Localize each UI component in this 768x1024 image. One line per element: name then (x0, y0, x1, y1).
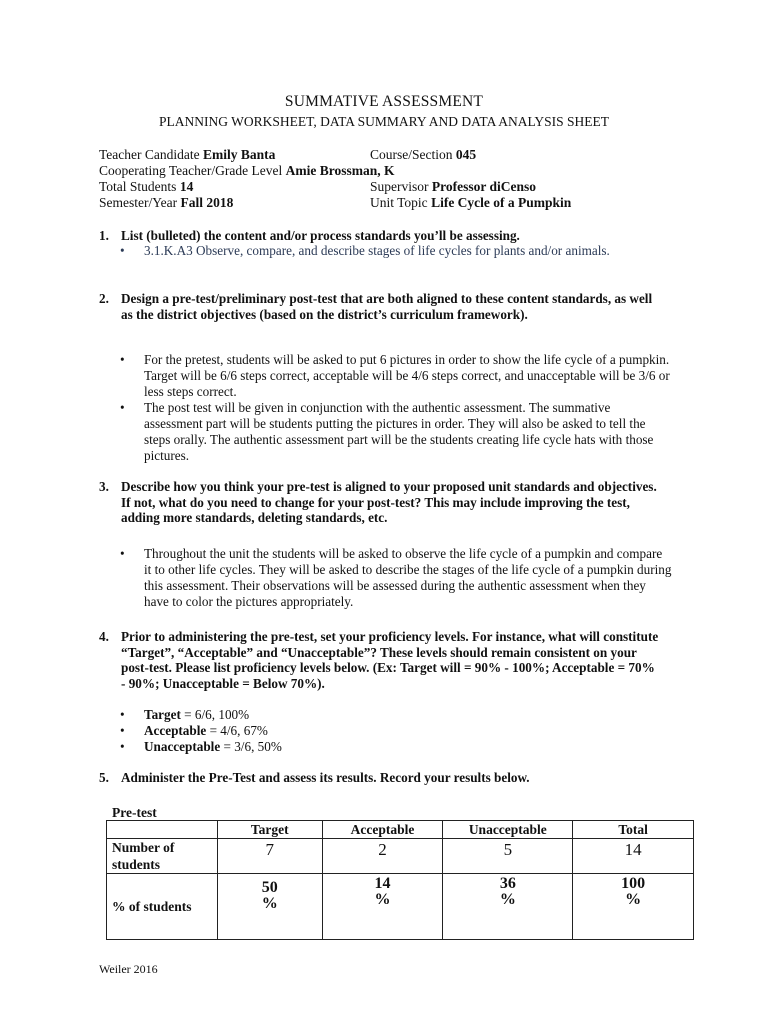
question-text: Prior to administering the pre-test, set your proficiency levels. For instance, what will constitute “Target”, “Acceptable” and “Unacceptable”? These levels should remain consistent on your post-test. Please list proficiency levels below. (Ex: Target will = 90% - 100%; Acceptable = 70% - 90%; Unacceptable = Below 70%). (121, 629, 659, 691)
percent-sign: % (625, 891, 642, 908)
bullet-icon: • (120, 352, 125, 367)
percent-sign: % (374, 891, 391, 908)
proficiency-label: Target (144, 707, 181, 722)
semester-year-label: Semester/Year (99, 195, 178, 210)
cooperating-teacher-value: Amie Brossman, K (285, 163, 395, 178)
question-text: Describe how you think your pre-test is aligned to your proposed unit standards and objectives. If not, what do you need to change for your post-test? This may include improving the test, adding more standards, deleting standards, etc. (121, 479, 657, 526)
pretest-label: Pre-test (112, 805, 157, 820)
table-cell: 2 (322, 839, 443, 874)
percent-value: 100 (621, 875, 646, 892)
question-text: Administer the Pre-Test and assess its results. Record your results below. (121, 770, 530, 785)
table-cell (217, 874, 322, 940)
course-section-label: Course/Section (370, 147, 453, 162)
course-section-value: 045 (455, 147, 477, 162)
total-students (99, 179, 193, 195)
bullet-icon: • (120, 723, 125, 738)
unit-topic (370, 195, 571, 211)
bullet-text: Throughout the unit the students will be asked to observe the life cycle of a pumpkin and compare it to other life cycles. They will be asked to describe the stages of the life cycle of a pumpkin during this assessment. Their observations will be assessed during the authentic assessment when they have to color the pictures appropriately. (144, 546, 672, 609)
cooperating-teacher-label: Cooperating Teacher/Grade Level (99, 163, 283, 178)
question-number: 3. (99, 479, 109, 494)
question-number: 4. (99, 629, 109, 644)
table-cell: 14 (573, 839, 694, 874)
teacher-candidate-value: Emily Banta (203, 147, 276, 162)
percent-sign: % (499, 891, 516, 908)
proficiency-label: Acceptable (144, 723, 207, 738)
proficiency-value: = 4/6, 67% (206, 723, 268, 738)
supervisor-value: Professor diCenso (431, 179, 536, 194)
percent-value: 36 (499, 875, 516, 892)
percent-value: 50 (261, 879, 278, 896)
table-header: Target (217, 821, 322, 839)
bullet-icon: • (120, 546, 125, 561)
teacher-candidate (99, 147, 275, 163)
proficiency-label: Unacceptable (144, 739, 221, 754)
table-row (107, 839, 694, 874)
table-cell: 5 (443, 839, 573, 874)
bullet-icon: • (120, 739, 125, 754)
bullet-icon: • (120, 243, 125, 258)
total-students-value: 14 (179, 179, 194, 194)
bullet-text: For the pretest, students will be asked to put 6 pictures in order to show the life cycle of a pumpkin. Target will be 6/6 steps correct, acceptable will be 4/6 steps correct, and unacceptable will be 3/6 or less steps correct. (144, 352, 670, 399)
table-cell (573, 874, 694, 940)
document-subtitle: PLANNING WORKSHEET, DATA SUMMARY AND DATA ANALYSIS SHEET (158, 114, 609, 129)
supervisor (370, 179, 536, 195)
bullet-icon: • (120, 400, 125, 415)
semester-year (99, 195, 233, 211)
bullet-text: 3.1.K.A3 Observe, compare, and describe stages of life cycles for plants and/or animals. (144, 243, 610, 258)
table-header: Total (573, 821, 694, 839)
bullet-icon: • (120, 707, 125, 722)
teacher-candidate-label: Teacher Candidate (99, 147, 200, 162)
proficiency-value: = 6/6, 100% (180, 707, 250, 722)
proficiency-value: = 3/6, 50% (220, 739, 282, 754)
table-header: Unacceptable (443, 821, 573, 839)
table-cell (443, 874, 573, 940)
unit-topic-label: Unit Topic (370, 195, 428, 210)
question-number: 2. (99, 291, 109, 306)
footer-text: Weiler 2016 (99, 962, 158, 976)
semester-year-value: Fall 2018 (180, 195, 234, 210)
cooperating-teacher (99, 163, 395, 179)
percent-sign: % (261, 895, 278, 912)
table-row (107, 874, 694, 940)
unit-topic-value: Life Cycle of a Pumpkin (431, 195, 572, 210)
row-label: % of students (107, 874, 218, 940)
supervisor-label: Supervisor (370, 179, 429, 194)
course-section (370, 147, 476, 163)
document-title: SUMMATIVE ASSESSMENT (284, 93, 484, 110)
question-text: List (bulleted) the content and/or process standards you’ll be assessing. (121, 228, 520, 243)
bullet-text: The post test will be given in conjunction with the authentic assessment. The summative assessment part will be students putting the pictures in order. They will also be asked to tell the steps orally. The authentic assessment part will be the students creating life cycle hats with those pictures. (144, 400, 654, 463)
table-header-empty (107, 821, 218, 839)
table-cell: 7 (217, 839, 322, 874)
question-text: Design a pre-test/preliminary post-test that are both aligned to these content standards, as well as the district objectives (based on the district’s curriculum framework). (121, 291, 653, 322)
table-header: Acceptable (322, 821, 443, 839)
table-cell (322, 874, 443, 940)
question-number: 1. (99, 228, 109, 243)
question-number: 5. (99, 770, 109, 785)
table-header-row (107, 821, 694, 839)
pretest-table (106, 820, 694, 940)
total-students-label: Total Students (99, 179, 177, 194)
row-label: Number of students (107, 839, 218, 874)
percent-value: 14 (374, 875, 391, 892)
